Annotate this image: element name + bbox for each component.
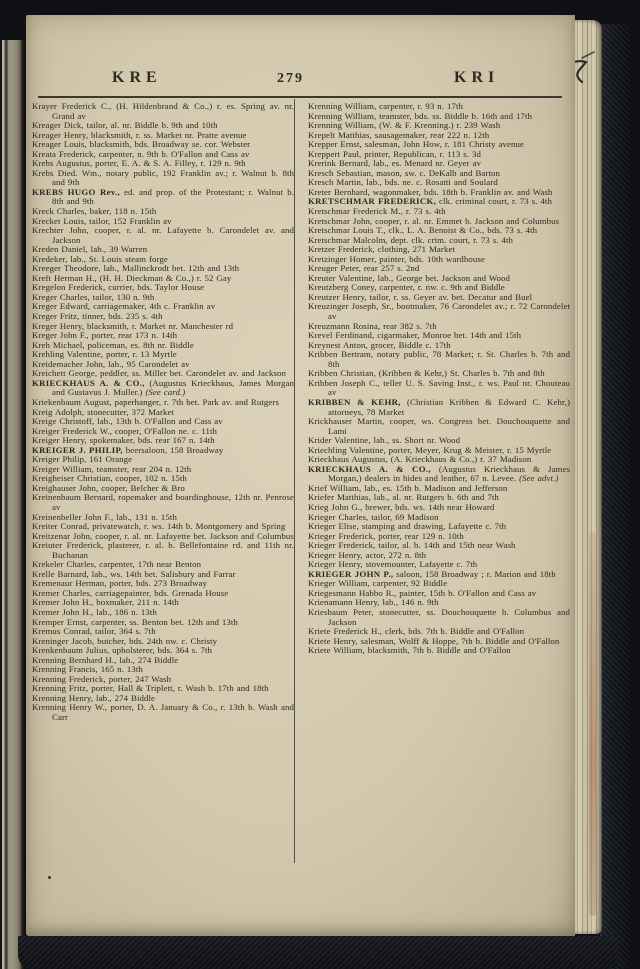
entry-name: Krenning Fritz, [32, 683, 89, 694]
directory-entry: Kreh Michael, policeman, es. 8th nr. Biddle [32, 339, 194, 350]
entry-name: Kreh Michael, [32, 339, 85, 350]
ink-speck [48, 876, 51, 879]
directory-entry: Kresch Martin, lab., bds. ne. c. Rosatti and Soulard [308, 177, 498, 188]
entry-name: Kriefer Matthias, [308, 492, 371, 503]
entry-name: Kresch Martin, [308, 177, 364, 188]
entry-name: Krechter John, [32, 225, 89, 236]
entry-name: Kreitzenar John, [32, 530, 93, 541]
directory-entry: Kreiger Henry, spokemaker, bds. rear 167 n. 14th [32, 435, 215, 446]
entry-name: Krecket Louis, [32, 215, 87, 226]
directory-entry: Kreager Louis, blacksmith, bds. Broadway se. cor. Webster [32, 139, 251, 150]
directory-entry: Krebs Augustus, porter, E. A. & S. A. Filley, r. 129 n. 9th [32, 158, 246, 169]
directory-entry: Krieger Frederick, tailor, al. b. 14th and 15th near Wash [308, 540, 516, 551]
entry-name: Krief William, [308, 482, 362, 493]
directory-entry: Kribben Bertram, notary public, 78 Market; r. St. Charles b. 7th and 8th [308, 349, 570, 369]
directory-entry: Kretschmar John, cooper, r. al. nr. Emmet b. Jackson and Columbus [308, 215, 560, 226]
entry-name: Kreninger Jacob, [32, 635, 95, 646]
entry-name: Kreinenbaum Bernard, [32, 492, 116, 503]
entry-name: Krerink Bernard, [308, 158, 371, 169]
entry-name: Kretschmar Frederick M., [308, 206, 403, 217]
directory-entry: Kremer Charles, carriagepainter, bds. Grenada House [32, 587, 229, 598]
directory-entry: Kreige Christoff, lab., 13th b. O'Fallon and Cass av [32, 416, 223, 427]
entry-name: Kretschmar Louis T., [308, 225, 386, 236]
entry-name: Kreiger Henry, [32, 435, 87, 446]
directory-entry: Kreinenbeller John F., lab., 131 n. 15th [32, 511, 177, 522]
entry-name: Krenning Francis, [32, 664, 98, 675]
entry-name: Kreck Charles, [32, 206, 87, 217]
directory-entry: Krenning Frederick, porter, 247 Wash [32, 673, 172, 684]
directory-entry: Krepper Ernst, salesman, John How, r. 181 Christy avenue [308, 139, 525, 150]
directory-entry: KREBS HUGO Rev., ed. and prop. of the Protestant; r. Walnut b. 8th and 9th [32, 186, 295, 207]
entry-name: Krenning Bernhard H., [32, 654, 117, 665]
entry-name: Kreiger Philip, [32, 454, 87, 465]
entry-name: Krider Valentine, [308, 435, 371, 446]
entry-name: Krieger Henry, [308, 549, 363, 560]
directory-entry: Kredeker, lab., St. Louis steam forge [32, 253, 168, 264]
entry-name: Krelle Barnard, [32, 568, 89, 579]
entry-see-reference: (See card.) [142, 387, 186, 398]
entry-name: Krieckhaus Augustus, [308, 454, 388, 465]
directory-entry: Krieger Frederick, porter, rear 129 n. 10th [308, 530, 464, 541]
entry-name: Kresch Sebastian, [308, 167, 374, 178]
entry-name: Kremer John H., [32, 597, 94, 608]
book-cover-bottom [18, 936, 618, 969]
entry-name: Kretschmar John, [308, 215, 373, 226]
directory-entry: KRIECKHAUS A. & CO., (Augustus Krieckhaus, James Morgan and Gustavus J. Muller.) (See card.) [32, 377, 295, 398]
entry-name: Kribben Bertram, [308, 349, 374, 360]
entry-name: Krenning Frederick, [32, 673, 106, 684]
entry-name: Kreutzberg Coney, [308, 282, 377, 293]
book-fore-edge-pages [574, 20, 602, 934]
entry-name: Krenning William, [308, 110, 377, 121]
entry-name: Kreft Herman H., [32, 272, 97, 283]
entry-name: KRIEGER JOHN P., [308, 568, 394, 579]
entry-name: Krickhauser Martin, [308, 416, 385, 427]
directory-entry: KRIECKHAUS A. & CO., (Augustus Krieckhaus & James Morgan,) dealers in hides and leather, 67 n. Levee. (See advt.) [308, 463, 570, 484]
entry-name: Krebs Augustus, [32, 158, 93, 169]
entry-name: Kreiuter Frederick, [32, 540, 104, 551]
directory-entry: KRETSCHMAR FREDERICK, clk. criminal court, r. 73 s. 4th [308, 196, 552, 207]
directory-entry: Kreeger Theodore, lab., Mallinckrodt bet. 12th and 13th [32, 263, 240, 274]
column-right [308, 102, 570, 656]
entry-name: KRIBBEN & KEHR, [308, 396, 401, 407]
directory-entry: Kreuzmann Rosina, rear 382 s. 7th [308, 320, 437, 331]
directory-entry: Krienamann Henry, lab., 146 n. 9th [308, 597, 439, 608]
directory-entry: Kremper Ernst, carpenter, ss. Benton bet. 12th and 13th [32, 616, 238, 627]
entry-name: Kriegesmann Habbo R., [308, 587, 397, 598]
entry-name: Kremer John H., [32, 606, 94, 617]
directory-entry: Kreft Herman H., (H. H. Dieckman & Co.,) r. 52 Gay [32, 272, 232, 283]
directory-entry: Kreden Daniel, lab., 39 Warren [32, 244, 148, 255]
directory-entry: Krebs Died. Wm., notary public, 192 Franklin av.; r. Walnut b. 8th and 9th [32, 167, 294, 188]
entry-name: Krepelt Matthias, [308, 129, 372, 140]
directory-entry: Kretzinger Homer, painter, bds. 10th wardhouse [308, 253, 485, 264]
entry-name: Kreger Charles, [32, 291, 90, 302]
entry-name: Krenkenbaum Julius, [32, 645, 110, 656]
entry-name: Kretzer Frederick, [308, 244, 375, 255]
header-right-guide: KRI [454, 69, 500, 86]
directory-entry: Kriete Frederick H., clerk, bds. 7th b. Biddle and O'Fallon [308, 626, 525, 637]
directory-entry: Kriete Henry, salesman, Wolff & Hoppe, 7th b. Biddle and O'Fallon [308, 635, 560, 646]
directory-entry: Kreitzenar John, cooper, r. al. nr. Lafayette bet. Jackson and Columbus [32, 530, 294, 541]
directory-entry: Kreck Charles, baker, 118 n. 15th [32, 206, 157, 217]
entry-name: Kretschmar Malcolm, [308, 234, 388, 245]
entry-name: Krienamann Henry, [308, 597, 380, 608]
directory-entry: KREIGER J. PHILIP, beersaloon, 158 Broadway [32, 444, 224, 455]
directory-entry: Kreutzberg Coney, carpenter, r. nw. c. 9th and Biddle [308, 282, 505, 293]
entry-name: Kriekenbaum August, [32, 396, 112, 407]
entry-name: Kreige Christoff, [32, 416, 95, 427]
entry-name: Kreger Henry, [32, 320, 85, 331]
book-cover-edge [600, 24, 630, 969]
directory-entry: Kreiger William, teamster, rear 204 n. 12th [32, 463, 192, 474]
entry-name: Kretzinger Homer, [308, 253, 377, 264]
directory-entry: Krenning Bernhard H., lab., 274 Biddle [32, 654, 179, 665]
entry-name: Kremenaur Herman, [32, 578, 107, 589]
directory-entry: Kresch Sebastian, mason, sw. c. DeKalb and Barton [308, 167, 500, 178]
directory-entry: Krieger Henry, actor, 272 n. 8th [308, 549, 427, 560]
directory-entry: Kriechling Valentine, porter, Meyer, Krug & Meister, r. 15 Myrtle [308, 444, 552, 455]
entry-name: KRIECKHAUS A. & CO., [32, 377, 145, 388]
entry-name: Kreeger Theodore, [32, 263, 101, 274]
directory-entry: Kreiger Frederick W., cooper, O'Fallon ne. c. 11th [32, 425, 218, 436]
entry-name: KREIGER J. PHILIP, [32, 444, 123, 455]
directory-entry: Kriekenbaum August, paperhanger, r. 7th bet. Park av. and Rutgers [32, 396, 279, 407]
directory-entry: Krenning Henry, lab., 274 Biddle [32, 692, 156, 703]
directory-entry: Krieckhaus Augustus, (A. Krieckhaus & Co.,) r. 37 Madison [308, 454, 532, 465]
directory-entry: Krief William, lab., es. 15th b. Madison and Jefferson [308, 482, 508, 493]
directory-entry: Kreidemacher John, lab., 95 Carondelet av [32, 358, 190, 369]
directory-entry: Kreppert Paul, printer, Republican, r. 113 s. 3d [308, 148, 481, 159]
entry-name: Kriete Frederick H., [308, 626, 383, 637]
entry-name: Kreigheiser Christian, [32, 473, 113, 484]
entry-name: Kriete William, [308, 645, 365, 656]
entry-name: Kriesbaum Peter, [308, 606, 374, 617]
entry-name: Krepper Ernst, [308, 139, 362, 150]
entry-name: Krenning Henry W., [32, 702, 108, 713]
entry-name: Kreichett George, [32, 368, 98, 379]
entry-name: Krebs Died. Wm., [32, 167, 102, 178]
entry-name: Kreager Henry, [32, 129, 89, 140]
entry-name: Kreager Dick, [32, 120, 84, 131]
entry-name: Kredeker, [32, 253, 68, 264]
entry-name: Kreger John F., [32, 330, 89, 341]
directory-entry: Krickhauser Martin, cooper, ws. Congress bet. Douchouquette and Lami [308, 416, 570, 436]
directory-entry: Kreiter Conrad, privatewatch, r. ws. 14th b. Montgomery and Spring [32, 521, 286, 532]
entry-name: Kreager Louis, [32, 139, 87, 150]
directory-entry: Kreynest Anton, grocer, Biddle c. 17th [308, 339, 451, 350]
entry-name: Kribben Christian, [308, 368, 376, 379]
directory-page [26, 15, 575, 936]
directory-entry: Kremer John H., boxmaker, 211 n. 14th [32, 597, 179, 608]
directory-entry: Krieger Charles, tailor, 69 Madison [308, 511, 439, 522]
directory-entry: Kreager Dick, tailor, al. nr. Biddle b. 9th and 10th [32, 120, 218, 131]
directory-entry: Kreutzer Henry, tailor, r. ss. Geyer av. bet. Decatur and Buel [308, 291, 533, 302]
directory-entry: Kremenaur Herman, porter, bds. 273 Broadway [32, 578, 208, 589]
entry-name: Krenning William, [308, 101, 377, 111]
entry-name: Kreiger William, [32, 463, 94, 474]
page-number: 279 [277, 71, 304, 86]
entry-name: Kreiger Frederick W., [32, 425, 113, 436]
entry-name: Krevel Ferdinand, [308, 330, 375, 341]
directory-entry: Krieg John G., brewer, bds. ws. 14th near Howard [308, 501, 495, 512]
directory-entry: Kreger Charles, tailor, 130 n. 9th [32, 291, 155, 302]
entry-name: Krieger Frederick, [308, 530, 376, 541]
directory-entry: Krenning William, carpenter, r. 93 n. 17th [308, 101, 463, 111]
directory-entry: Kreger John F., porter, rear 173 n. 14th [32, 330, 178, 341]
entry-name: Krieg John G., [308, 501, 363, 512]
directory-entry: Kreichett George, peddler, ss. Miller bet. Carondelet av. and Jackson [32, 368, 287, 379]
directory-entry: KRIEGER JOHN P., saloon, 158 Broadway ; r. Marion and 18th [308, 568, 556, 579]
directory-entry: Krenning William, (W. & F. Krenning.) r. 239 Wash [308, 120, 501, 131]
entry-name: Kreuzmann Rosina, [308, 320, 381, 331]
directory-entry: Kreager Henry, blacksmith, r. ss. Market nr. Pratte avenue [32, 129, 247, 140]
header-rule [38, 96, 562, 98]
entry-name: Kreidemacher John, [32, 358, 106, 369]
entry-name: Kregelon Frederick, [32, 282, 106, 293]
entry-name: KRIECKHAUS A. & CO., [308, 463, 431, 474]
directory-entry: KRIBBEN & KEHR, (Christian Kribben & Edward C. Kehr,) attorneys, 78 Market [308, 396, 571, 417]
directory-entry: Kreighauser John, cooper, Belcher & Bro [32, 482, 185, 493]
directory-entry: Kriefer Matthias, lab., al. nr. Rutgers b. 6th and 7th [308, 492, 499, 503]
entry-name: Kreighauser John, [32, 482, 99, 493]
directory-entry: Kriegesmann Habbo R., painter, 15th b. O'Fallon and Cass av [308, 587, 537, 598]
entry-name: Kreuzinger Joseph, Sr., [308, 301, 394, 312]
entry-name: Krenning Henry, [32, 692, 94, 703]
directory-entry: Kreuter Valentine, lab., George bet. Jackson and Wood [308, 272, 511, 283]
directory-entry: Kreninger Jacob, butcher, bds. 24th nw. c. Christy [32, 635, 218, 646]
entry-name: Krehling Valentine, [32, 349, 104, 360]
entry-name: Kreinenbeller John F., [32, 511, 114, 522]
directory-entry: Kreter Bernhard, wagonmaker, bds. 18th b. Franklin av. and Wash [308, 186, 553, 197]
directory-entry: Krayer Frederick C., (H. Hildenbrand & Co.,) r. es. Spring av. nr. Grand av [32, 101, 294, 121]
directory-entry: Krelle Barnard, lab., ws. 14th bet. Salisbury and Farrar [32, 568, 236, 579]
entry-name: Kreuter Valentine, [308, 272, 375, 283]
entry-name: Krayer Frederick C., [32, 101, 112, 111]
entry-name: Kremus Conrad, [32, 626, 93, 637]
directory-entry: Krider Valentine, lab., ss. Short nr. Wood [308, 435, 461, 446]
entry-name: Kremer Charles, [32, 587, 93, 598]
entry-name: Kreter Bernhard, [308, 186, 370, 197]
column-left [32, 102, 294, 723]
entry-name: Krieger Elise, [308, 521, 359, 532]
directory-entry: Krenkenbaum Julius, upholsterer, bds. 364 s. 7th [32, 645, 213, 656]
entry-see-reference: (See advt.) [516, 473, 559, 484]
page-edge-stain [589, 532, 596, 916]
directory-entry: Krieger Elise, stamping and drawing, Lafayette c. 7th [308, 521, 507, 532]
entry-name: Krieger Henry, [308, 559, 363, 570]
directory-entry: Kreiuter Frederick, plasterer, r. al. b. Bellefontaine rd. and 11th nr. Buchanan [32, 540, 294, 560]
directory-entry: Krechter John, cooper, r. al. nr. Lafayette b. Carondelet av. and Jackson [32, 225, 294, 245]
directory-entry: Krenning Francis, 165 n. 13th [32, 664, 143, 675]
directory-entry: Kretschmar Frederick M., r. 73 s. 4th [308, 206, 446, 217]
entry-name: Kremper Ernst, [32, 616, 89, 627]
entry-name: Krieger William, [308, 578, 370, 589]
directory-entry: Krenning Henry W., porter, D. A. January & Co., r. 13th b. Wash and Carr [32, 702, 294, 722]
running-header [26, 69, 575, 93]
directory-entry: Krenning Fritz, porter, Hall & Triplett, r. Wash b. 17th and 18th [32, 683, 269, 694]
column-divider [294, 99, 295, 863]
entry-name: Kreutzer Henry, [308, 291, 367, 302]
directory-entry: Kretschmar Malcolm, dept. clk. crim. court, r. 73 s. 4th [308, 234, 513, 245]
directory-entry: Kriesbaum Peter, stonecutter, ss. Douchouquette b. Columbus and Jackson [308, 606, 570, 627]
entry-name: Krekeler Charles, [32, 559, 97, 570]
directory-entry: Krieger William, carpenter, 92 Biddle [308, 578, 448, 589]
directory-entry: Kretzer Frederick, clothing, 271 Market [308, 244, 456, 255]
directory-entry: Krecket Louis, tailor, 152 Franklin av [32, 215, 172, 226]
directory-entry: Kreger Fritz, tinner, bds. 235 s. 4th [32, 311, 163, 322]
directory-entry: Kribben Joseph C., teller U. S. Saving Inst., r. ws. Paul nr. Chouteau av [308, 377, 571, 398]
entry-name: Kreppert Paul, [308, 148, 362, 159]
left-page-gutter-edge [2, 40, 24, 969]
entry-name: Kreger Edward, [32, 301, 91, 312]
entry-name: Kreynest Anton, [308, 339, 368, 350]
directory-entry: Kreuger Peter, rear 257 s. 2nd [308, 263, 420, 274]
header-left-guide: KRE [112, 69, 162, 86]
directory-entry: Krerink Bernard, lab., es. Menard nr. Geyer av [308, 158, 481, 169]
directory-entry: Kreiger Philip, 161 Orange [32, 454, 133, 465]
directory-entry: Kreata Frederick, carpenter, n. 9th b. O'Fallon and Cass av [32, 148, 250, 159]
entry-name: Krieger Charles, [308, 511, 369, 522]
entry-name: Kreuger Peter, [308, 263, 361, 274]
directory-entry: Krevel Ferdinand, cigarmaker, Monroe bet. 14th and 15th [308, 330, 522, 341]
directory-entry: Kreger Edward, carriagemaker, 4th c. Franklin av [32, 301, 216, 312]
entry-name: Kribben Joseph C., [308, 377, 380, 388]
directory-entry: Kreigheiser Christian, cooper, 102 n. 15th [32, 473, 187, 484]
entry-name: KRETSCHMAR FREDERICK, [308, 196, 437, 207]
directory-entry: Krieger Henry, stovemounter, Lafayette c. 7th [308, 559, 478, 570]
directory-entry: Krenning William, teamster, bds. ss. Biddle b. 16th and 17th [308, 110, 533, 121]
entry-name: Kreig Adolph, [32, 406, 85, 417]
directory-entry: Krepelt Matthias, sausagemaker, rear 222 n. 12th [308, 129, 490, 140]
entry-name: Kreger Fritz, [32, 311, 80, 322]
directory-entry: Kreig Adolph, stonecutter, 372 Market [32, 406, 175, 417]
directory-entry: Kribben Christian, (Kribben & Kehr,) St. Charles b. 7th and 8th [308, 368, 545, 379]
directory-entry: Krehling Valentine, porter, r. 13 Myrtle [32, 349, 177, 360]
directory-entry: Kregelon Frederick, currier, bds. Taylor House [32, 282, 205, 293]
directory-entry: Kreinenbaum Bernard, ropemaker and boardinghouse, 12th nr. Penrose av [32, 492, 294, 512]
entry-name: Kreiter Conrad, [32, 521, 90, 532]
directory-entry: Kreger Henry, blacksmith, r. Market nr. Manchester rd [32, 320, 234, 331]
entry-name: Krieger Frederick, [308, 540, 376, 551]
directory-entry: Kretschmar Louis T., clk., L. A. Benoist & Co., bds. 73 s. 4th [308, 225, 538, 236]
directory-entry: Kremus Conrad, tailor, 364 s. 7th [32, 626, 156, 637]
entry-name: Krenning William, [308, 120, 377, 131]
entry-name: Kriechling Valentine, [308, 444, 386, 455]
directory-entry: Kremer John H., lab., 186 n. 13th [32, 606, 157, 617]
entry-name: Kreden Daniel, [32, 244, 88, 255]
directory-entry: Kriete William, blacksmith, 7th b. Biddle and O'Fallon [308, 645, 511, 656]
entry-name: KREBS HUGO Rev., [32, 186, 121, 197]
directory-entry: Kreuzinger Joseph, Sr., bootmaker, 76 Carondelet av.; r. 72 Carondelet av [308, 301, 571, 322]
entry-name: Kriete Henry, [308, 635, 358, 646]
entry-name: Kreata Frederick, [32, 148, 96, 159]
directory-entry: Krekeler Charles, carpenter, 17th near Benton [32, 559, 202, 570]
